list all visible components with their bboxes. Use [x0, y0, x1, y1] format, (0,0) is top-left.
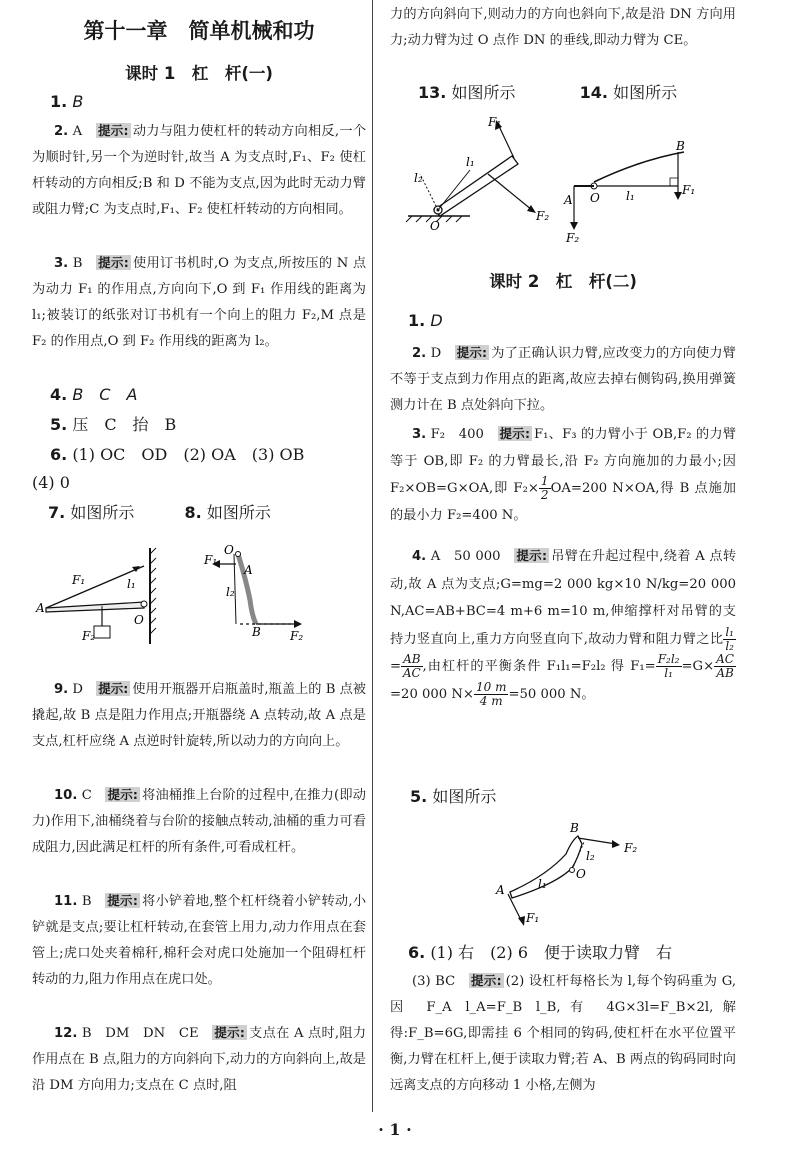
f5-label-A: A	[496, 883, 505, 897]
f7-label-F1: F₁	[72, 573, 86, 587]
lesson1-title: 课时 1 杠 杆(一)	[125, 64, 273, 83]
f5-label-F2: F₂	[624, 841, 638, 855]
l1-q4: 4. B C A	[50, 385, 138, 404]
f14-label-B: B	[676, 139, 685, 153]
l2-q5-heading: 5. 如图所示	[410, 787, 497, 806]
figure-13	[400, 110, 560, 235]
f5-label-F1: F₁	[526, 911, 540, 925]
l1-q1: 1. B	[50, 92, 84, 111]
figure-7	[32, 540, 172, 650]
f8-label-B: B	[252, 625, 261, 639]
figure-14	[560, 130, 720, 250]
l1-q6: 6. (1) OC OD (2) OA (3) OB	[50, 445, 305, 464]
column-divider	[372, 0, 373, 1112]
f13-label-O: O	[430, 219, 440, 233]
f7-label-F2: F₂	[82, 629, 96, 643]
f13-label-l1: l₁	[466, 155, 475, 169]
f8-label-F1: F₁	[204, 553, 218, 567]
l2-q4: 4. A 50 000 提示: 吊臂在升起过程中,绕着 A 点转动,故 A 点为支点;G=mg=2 000 kg×10 N/kg=20 000 N,AC=AB+BC=4 m+6 m=10 m,伸缩撑杆对吊臂的支持力竖直向上,重力方向竖直向下,故动力臂和阻力臂之比 $\frac{\text{l₁}}{\text{l₂}}$ = $\frac{AB}{AC}$ ,由杠杆的平衡条件 F₁l₁=F₂l₂ 得 F₁= $\frac{\text{F₂l₂}}{\text{l₁}}$ =G× $\frac{AC}{AB}$ =20 000 N× $\frac{10 m}{4 m}$ =50 000 N。	[390, 548, 737, 708]
lesson2-title: 课时 2 杠 杆(二)	[489, 272, 637, 291]
f14-label-l1: l₁	[626, 189, 635, 203]
l1-q6-part4: (4) 0	[32, 473, 70, 492]
l1-q12-continued: 力的方向斜向下,则动力的方向也斜向下,故是沿 DN 方向用力;动力臂为过 O 点作 DN 的垂线,即动力臂为 CE。	[390, 7, 736, 48]
f7-label-l1: l₁	[127, 577, 136, 591]
l2-q6: 6. (1) 右 (2) 6 便于读取力臂 右	[408, 943, 672, 962]
frac-ac-ab: $\frac{AC}{AB}$	[716, 652, 734, 680]
f7-label-A: A	[36, 601, 45, 615]
f8-label-F2: F₂	[290, 629, 304, 643]
frac-ab-ac: $\frac{AB}{AC}$	[402, 652, 421, 680]
l1-q2: 2. A 提示: 动力与阻力使杠杆的转动方向相反,一个为顺时针,另一个为逆时针,故当 A 为支点时,F₁、F₂ 使杠杆转动的方向相反;B 和 D 不能为支点,因为此时无动力臂或阻力臂;C 为支点时,F₁、F₂ 使杠杆转动的方向相同。	[32, 123, 367, 217]
l1-q12: 12. B DM DN CE 提示: 支点在 A 点时,阻力作用点在 B 点,阻力的方向斜向下,动力的方向斜向上,故是沿 DM 方向用力;支点在 C 点时,阻	[32, 1025, 367, 1093]
l1-q11: 11. B 提示: 将小铲着地,整个杠杆绕着小铲转动,小铲就是支点;要让杠杆转动,在套管上用力,动力作用点在套管上;虎口处夹着棉秆,棉秆会对虎口处施加一个阻碍杠杆转动的力,阻力作用点在虎口处。	[32, 893, 367, 987]
l1-q7-q8-heading: 7. 如图所示 8. 如图所示	[48, 503, 271, 522]
l1-q3: 3. B 提示: 使用订书机时,O 为支点,所按压的 N 点为动力 F₁ 的作用点,方向向下,O 到 F₁ 作用线的距离为 l₁;被装订的纸张对订书机有一个向上的阻力 F₂,M 点是 F₂ 的作用点,O 到 F₂ 作用线的距离为 l₂。	[32, 255, 367, 349]
chapter-title: 第十一章 简单机械和功	[83, 19, 315, 43]
frac-10m-4m: $\frac{10 m}{4 m}$	[475, 679, 507, 708]
f5-label-l1: l₁	[538, 877, 547, 891]
l2-q3: 3. F₂ 400 提示: F₁、F₃ 的力臂小于 OB,F₂ 的力臂等于 OB,即 F₂ 的力臂最长,沿 F₂ 方向施加的力最小;因 F₂×OB=G×OA,即 F₂× $\frac{1}{2}$ OA=200 N×OA,得 B 点施加的最小力 F₂=400 N。	[390, 426, 737, 523]
l1-q5: 5. 压 C 抬 B	[50, 415, 177, 434]
l1-q13-q14-heading: 13. 如图所示 14. 如图所示	[418, 83, 678, 102]
frac-f2l2-l1: $\frac{\text{F₂l₂}}{\text{l₁}}$	[657, 652, 680, 680]
f14-label-O: O	[590, 191, 600, 205]
f8-label-A: A	[244, 563, 253, 577]
frac-l1-l2: $\frac{\text{l₁}}{\text{l₂}}$	[725, 624, 734, 653]
l2-q2: 2. D 提示: 为了正确认识力臂,应改变力的方向使力臂不等于支点到力作用点的距离,故应去掉右侧钩码,换用弹簧测力计在 B 点处斜向下拉。	[390, 345, 736, 413]
l1-q10: 10. C 提示: 将油桶推上台阶的过程中,在推力(即动力)作用下,油桶绕着与台阶的接触点转动,油桶的重力可看成阻力,因此满足杠杆的所有条件,可看成杠杆。	[32, 787, 366, 855]
l1-q9: 9. D 提示: 使用开瓶器开启瓶盖时,瓶盖上的 B 点被撬起,故 B 点是阻力作用点;开瓶器绕 A 点转动,故 A 点是支点,杠杆应绕 A 点逆时针旋转,所以动力的方向向上。	[32, 681, 367, 749]
f13-label-F1: F₁	[488, 115, 502, 129]
f7-label-O: O	[134, 613, 144, 627]
f8-label-l2: l₂	[226, 585, 235, 599]
frac-one-half: $\frac{1}{2}$	[540, 474, 549, 502]
l2-q6-part3: (3) BC 提示: (2) 设杠杆每格长为 l,每个钩码重为 G,因 F_A l_A=F_B l_B,有 4G×3l=F_B×2l,解得:F_B=6G,即需挂 6 个相同的钩码,使杠杆在水平位置平衡,力臂在杠杆上,便于读取力臂;若 A、B 两点的钩码同时向远离支点的方向移动 1 小格,左侧为	[390, 973, 737, 1093]
page-number: · 1 ·	[378, 1120, 412, 1139]
f13-label-F2: F₂	[536, 209, 550, 223]
f13-label-l2: l₂	[414, 171, 423, 185]
figure-8	[200, 540, 310, 650]
f14-label-F1: F₁	[682, 183, 696, 197]
f5-label-O: O	[576, 867, 586, 881]
l2-q1: 1. D	[408, 311, 443, 330]
figure-l2-5	[486, 814, 646, 929]
f14-label-F2: F₂	[566, 231, 580, 245]
f5-label-B: B	[570, 821, 579, 835]
f5-label-l2: l₂	[586, 849, 595, 863]
f14-label-A: A	[564, 193, 573, 207]
f8-label-O: O	[224, 543, 234, 557]
